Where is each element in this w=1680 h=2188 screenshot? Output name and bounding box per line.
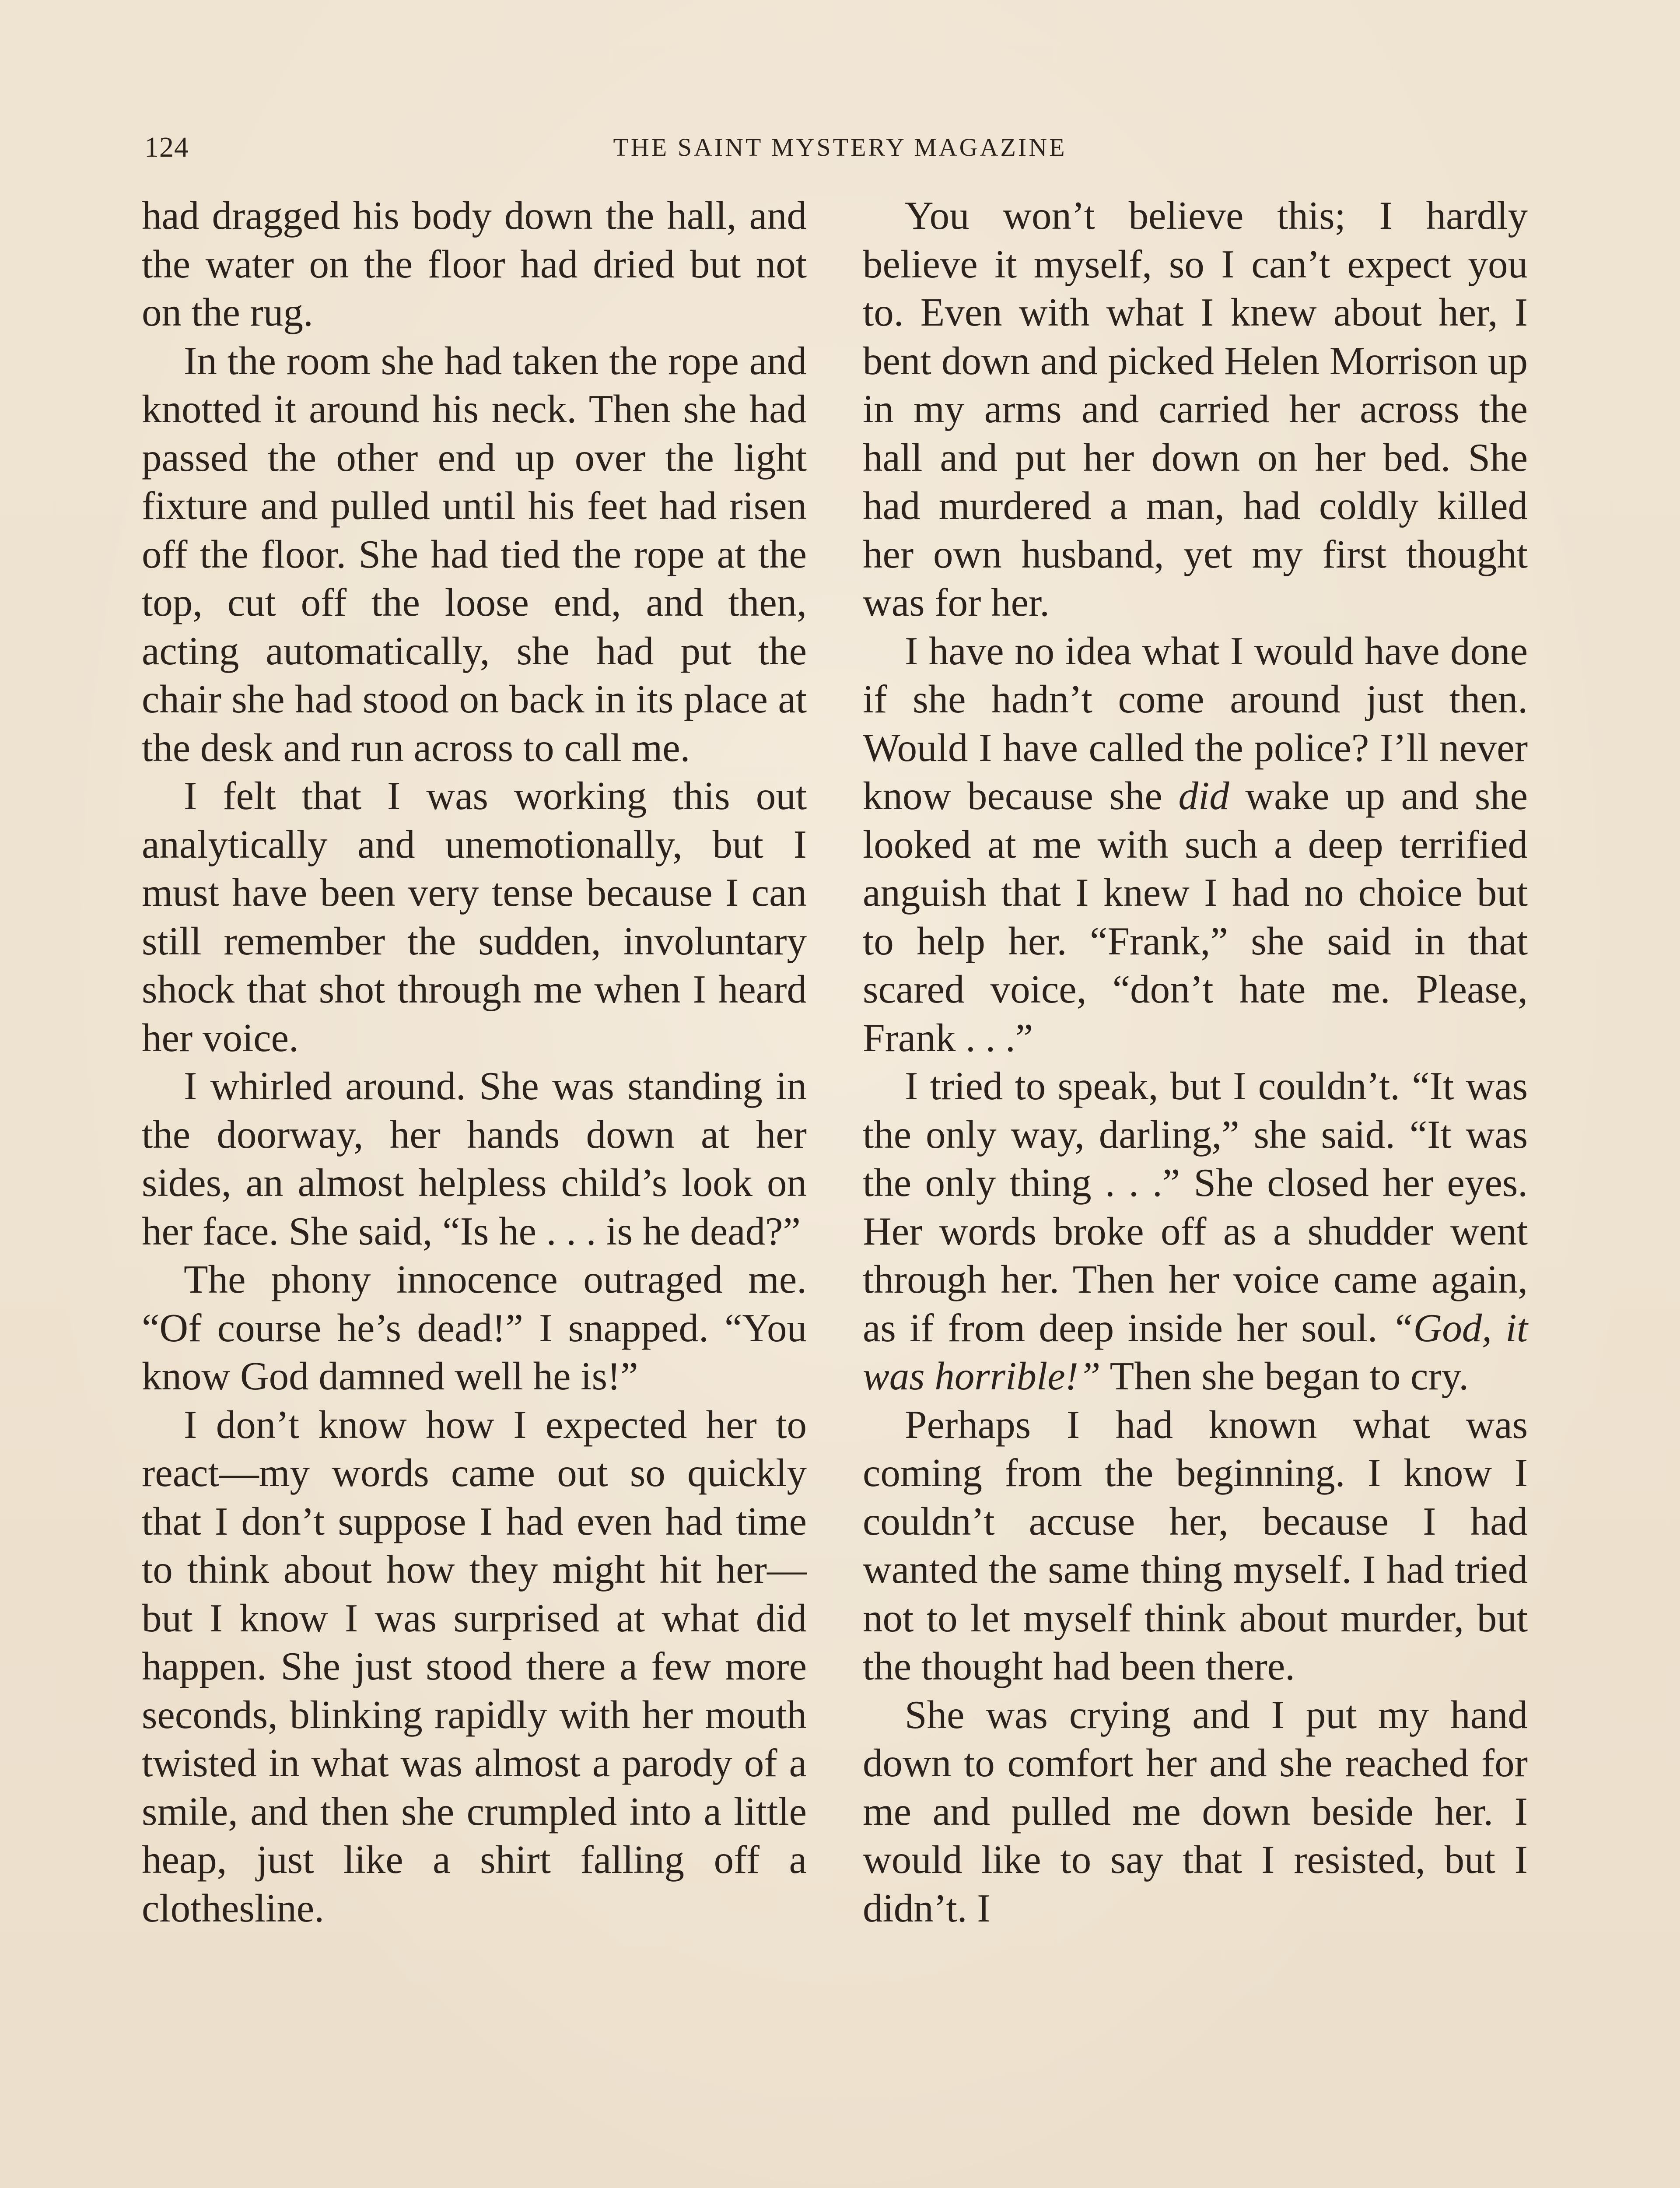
italic-emphasis: did: [1178, 774, 1229, 818]
text-run: I tried to speak, but I couldn’t. “It was the only way, darling,” she said. “It was the only thing . . .” She closed her eyes. Her words broke off as a shudder went through her. Then her voice came again, as if from deep inside her soul.: [863, 1064, 1528, 1350]
paragraph: In the room she had taken the rope and knotted it around his neck. Then she had passed the other end up over the light fixture and pulled until his feet had risen off the floor. She had tied the rope at the top, cut off the loose end, and then, acting automatically, she had put the chair she had stood on back in its place at the desk and run across to call me.: [142, 338, 807, 770]
paragraph: had dragged his body down the hall, and the water on the floor had dried but not on the rug.: [142, 193, 807, 334]
left-column: [142, 192, 807, 1932]
magazine-title: THE SAINT MYSTERY MAGAZINE: [613, 133, 1067, 161]
paragraph: [863, 627, 1528, 1062]
paragraph: She was crying and I put my hand down to comfort her and she reached for me and pulled me down beside her. I would like to say that I resisted, but I didn’t. I: [863, 1692, 1528, 1930]
running-head: [144, 128, 1536, 176]
text-run: I have no idea what I would have done if she hadn’t come around just then. Would I have called the police? I’ll never know because she: [863, 628, 1528, 818]
text-run: wake up and she looked at me with such a deep terrified anguish that I knew I had no choice but to help her. “Frank,” she said in that scared voice, “don’t hate me. Please, Frank . . .”: [863, 774, 1528, 1060]
right-column: [863, 192, 1528, 1932]
paragraph: I whirled around. She was standing in the doorway, her hands down at her sides, an almost helpless child’s look on her face. She said, “Is he . . . is he dead?”: [142, 1064, 807, 1253]
italic-emphasis: “God, it was horrible!”: [863, 1305, 1528, 1398]
paragraph: I felt that I was working this out analytically and unemotionally, but I must have been very tense because I can still remember the sudden, involuntary shock that shot through me when I heard her voice.: [142, 774, 807, 1060]
text-run: Then she began to cry.: [1100, 1354, 1469, 1398]
paragraph: The phony innocence outraged me. “Of course he’s dead!” I snapped. “You know God damned well he is!”: [142, 1257, 807, 1398]
paragraph: You won’t believe this; I hardly believe it myself, so I can’t expect you to. Even with what I knew about her, I bent down and picked Helen Morrison up in my arms and carried her across the hall and put her down on her bed. She had murdered a man, had coldly killed her own husband, yet my first thought was for her.: [863, 193, 1528, 624]
paragraph: I don’t know how I expected her to react—my words came out so quickly that I don’t suppose I had even had time to think about how they might hit her—but I know I was surprised at what did happen. She just stood there a few more seconds, blinking rapidly with her mouth twisted in what was almost a parody of a smile, and then she crumpled into a little heap, just like a shirt falling off a clothesline.: [142, 1402, 807, 1930]
paragraph: Perhaps I had known what was coming from the beginning. I know I couldn’t accuse her, because I had wanted the same thing myself. I had tried not to let myself think about murder, but the thought had been there.: [863, 1402, 1528, 1688]
paragraph: [863, 1062, 1528, 1401]
page-number: 124: [144, 131, 189, 163]
